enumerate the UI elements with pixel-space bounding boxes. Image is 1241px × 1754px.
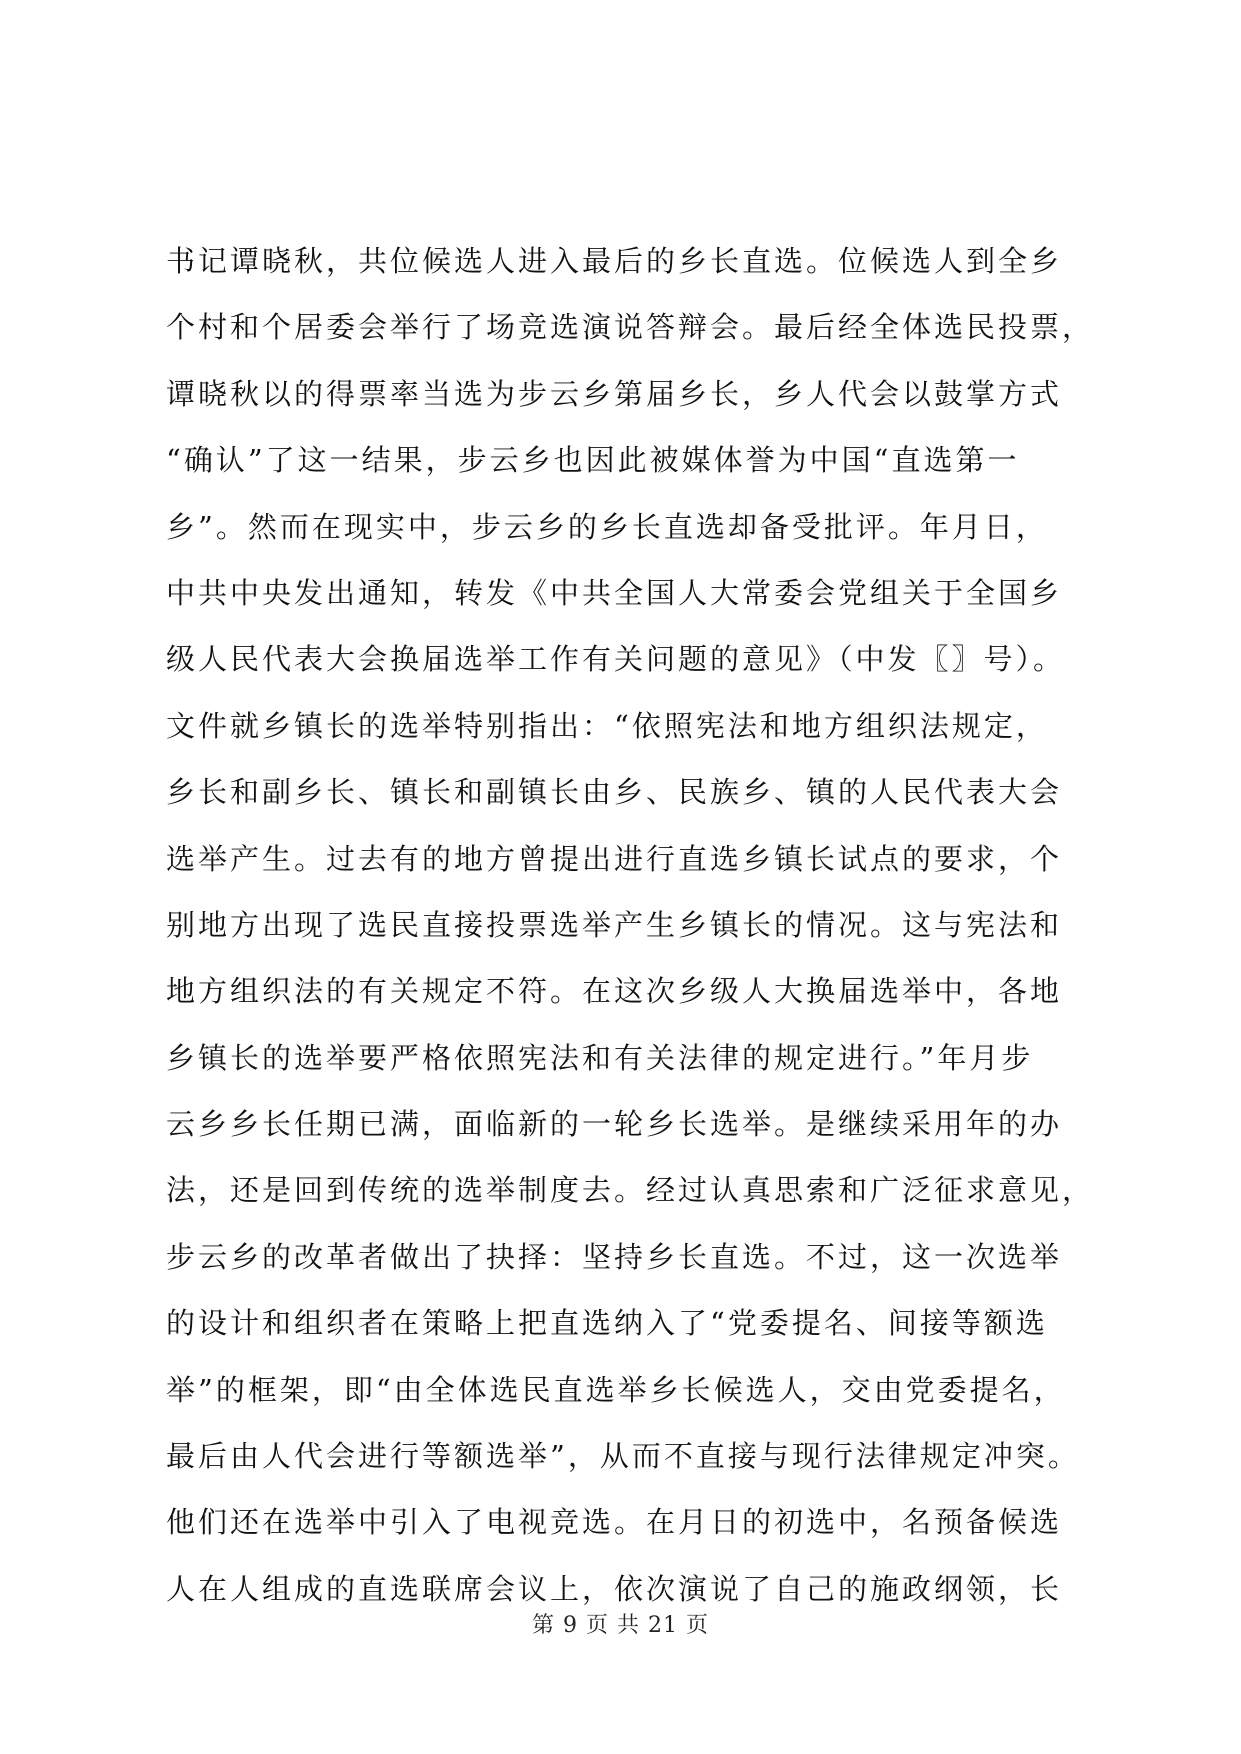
text-line: 乡”。然而在现实中，步云乡的乡长直选却备受批评。年月日， [166, 509, 1048, 544]
text-line: 最后由人代会进行等额选举”，从而不直接与现行法律规定冲突。 [166, 1439, 1080, 1474]
text-line: 地方组织法的有关规定不符。在这次乡级人大换届选举中，各地 [166, 974, 1063, 1009]
text-line: 人在人组成的直选联席会议上，依次演说了自己的施政纲领，长 [166, 1571, 1063, 1606]
text-line: 书记谭晓秋，共位候选人进入最后的乡长直选。位候选人到全乡 [166, 244, 1063, 278]
text-line: 步云乡的改革者做出了抉择：坚持乡长直选。不过，这一次选举 [166, 1239, 1063, 1274]
text-line: 云乡乡长任期已满，面临新的一轮乡长选举。是继续采用年的办 [166, 1107, 1063, 1142]
text-line: 乡镇长的选举要严格依照宪法和有关法律的规定进行。”年月步 [166, 1040, 1034, 1075]
text-line: 乡长和副乡长、镇长和副镇长由乡、民族乡、镇的人民代表大会 [166, 775, 1063, 810]
text-line: 级人民代表大会换届选举工作有关问题的意见》（中发〖〗号）。 [166, 642, 1066, 677]
text-line: 法，还是回到传统的选举制度去。经过认真思索和广泛征求意见， [166, 1173, 1095, 1208]
text-line: “确认”了这一结果，步云乡也因此被媒体誉为中国“直选第一 [166, 443, 1020, 478]
text-line: 的设计和组织者在策略上把直选纳入了“党委提名、间接等额选 [166, 1306, 1048, 1341]
text-line: 举”的框架，即“由全体选民直选举乡长候选人，交由党委提名， [166, 1372, 1066, 1407]
text-line: 别地方出现了选民直接投票选举产生乡镇长的情况。这与宪法和 [166, 907, 1063, 942]
text-line: 中共中央发出通知，转发《中共全国人大常委会党组关于全国乡 [166, 575, 1063, 610]
text-line: 谭晓秋以的得票率当选为步云乡第届乡长，乡人代会以鼓掌方式 [166, 376, 1063, 411]
body-text [166, 228, 1106, 1622]
text-line: 他们还在选举中引入了电视竞选。在月日的初选中，名预备候选 [166, 1505, 1063, 1540]
page-number-footer: 第 9 页 共 21 页 [532, 1613, 709, 1638]
text-line: 个村和个居委会举行了场竞选演说答辩会。最后经全体选民投票， [166, 310, 1095, 345]
text-line: 选举产生。过去有的地方曾提出进行直选乡镇长试点的要求，个 [166, 841, 1063, 876]
text-line: 文件就乡镇长的选举特别指出：“依照宪法和地方组织法规定， [166, 708, 1048, 743]
